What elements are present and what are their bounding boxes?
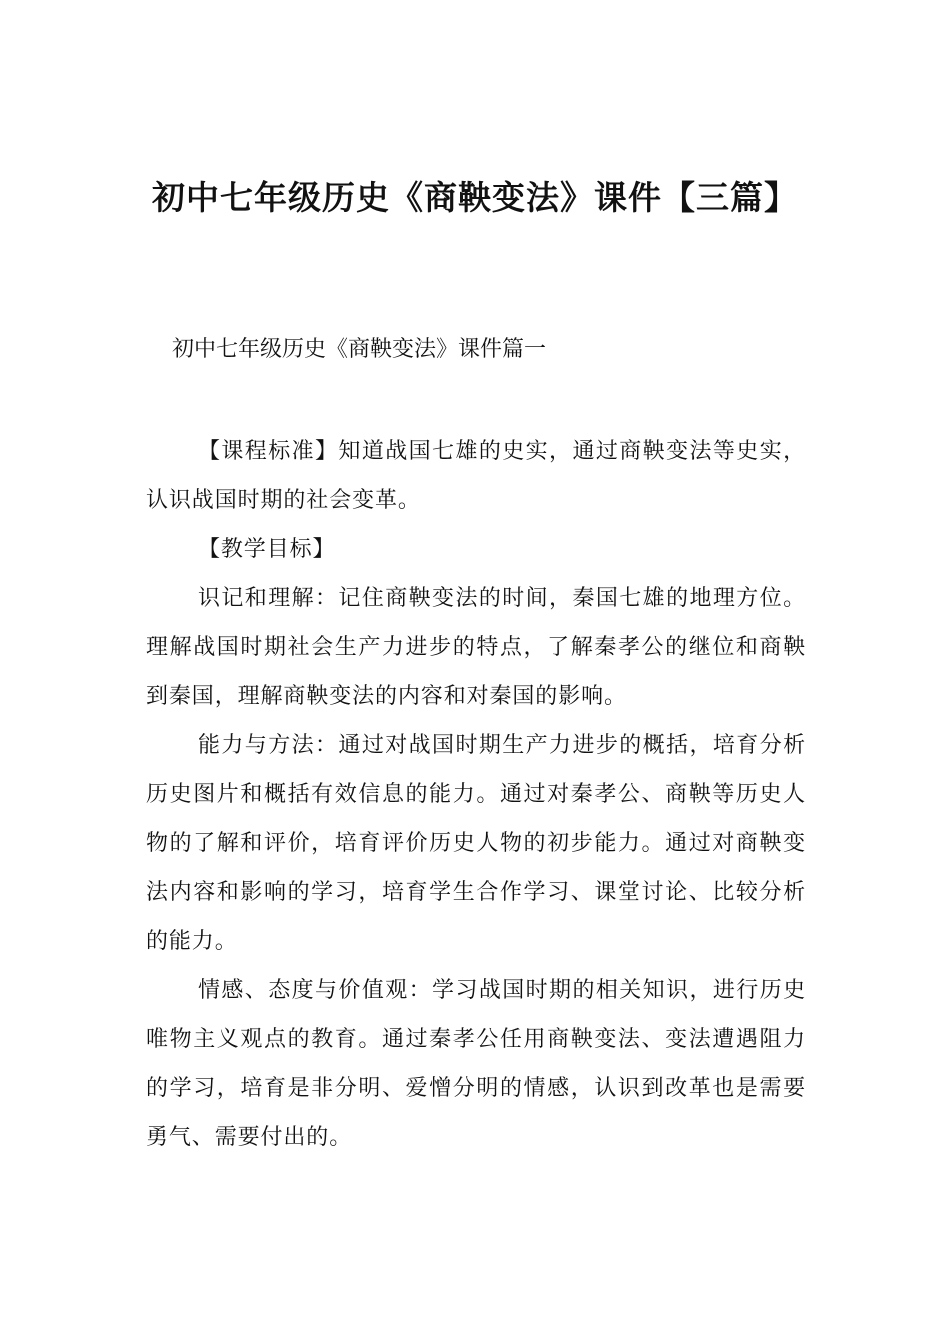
document-body [146,427,806,1162]
paragraph-ability-goal: 能力与方法：通过对战国时期生产力进步的概括，培育分析历史图片和概括有效信息的能力。通过对秦孝公、商鞅等历史人物的了解和评价，培育评价历史人物的初步能力。通过对商鞅变法内容和影响的学习，培育学生合作学习、课堂讨论、比较分析的能力。 [146,733,806,954]
paragraph-emotion-goal: 情感、态度与价值观：学习战国时期的相关知识，进行历史唯物主义观点的教育。通过秦孝公任用商鞅变法、变法遭遇阻力的学习，培育是非分明、爱憎分明的情感，认识到改革也是需要勇气、需要付出的。 [146,978,806,1150]
section-heading: 初中七年级历史《商鞅变法》课件篇一 [172,337,547,362]
paragraph-knowledge-goal: 识记和理解：记住商鞅变法的时间，秦国七雄的地理方位。理解战国时期社会生产力进步的特点，了解秦孝公的继位和商鞅到秦国，理解商鞅变法的内容和对秦国的影响。 [146,586,806,709]
paragraph-curriculum-standard: 【课程标准】知道战国七雄的史实，通过商鞅变法等史实，认识战国时期的社会变革。 [146,439,806,513]
document-title: 初中七年级历史《商鞅变法》课件【三篇】 [152,178,798,217]
paragraph-teaching-goals-heading: 【教学目标】 [198,537,336,562]
